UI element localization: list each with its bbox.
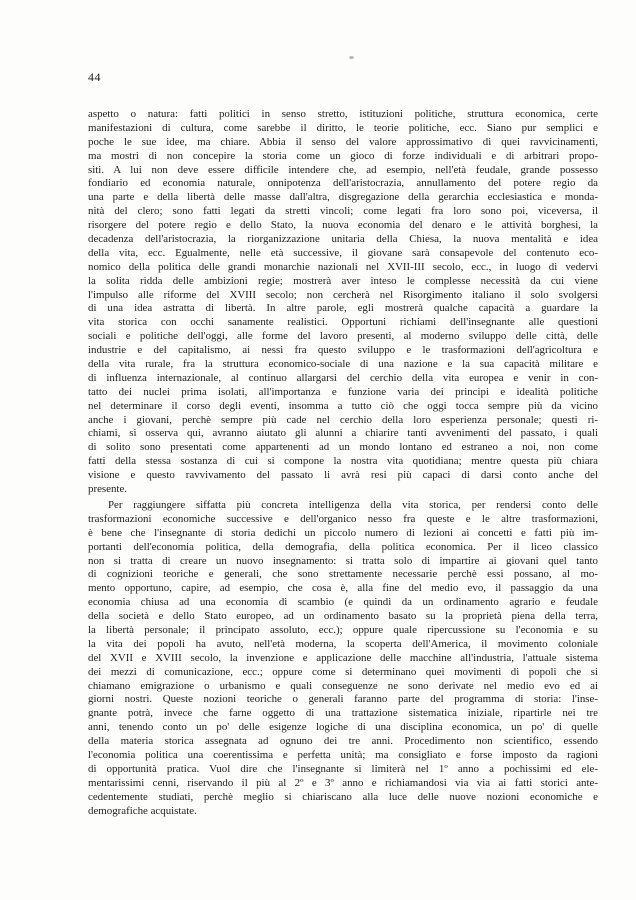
text-line: ma mostri di non concepire la storia come un gioco di forze individuali e di arbitrari propo- bbox=[88, 149, 598, 162]
text-line: nità del clero; sono fatti legati da stretti vincoli; come legati fra loro sono poi, viceversa, il bbox=[88, 205, 598, 218]
text-line: chiamano emigrazione o urbanismo e quali conseguenze ne sono derivate nel medio evo ed ai bbox=[88, 679, 598, 692]
text-line: di opportunità pratica. Vuol dire che l'insegnante si limiterà nel 1º anno a pochissimi ed ele- bbox=[88, 762, 598, 775]
text-line: non si tratta di creare un nuovo insegnamento: si tratta solo di impartire ai giovani quel tanto bbox=[88, 554, 598, 567]
text-line: di una idea astratta di libertà. In altre parole, egli mostrerà qualche capacità a guardare la bbox=[88, 302, 598, 315]
text-line: nomico della politica delle grandi monarchie nazionali nel XVII-III secolo, ecc., in luogo di vedervi bbox=[88, 260, 598, 273]
text-line: giorni nostri. Queste nozioni teoriche o generali faranno parte del programma di storia: l'inse- bbox=[88, 693, 598, 706]
text-line: demografiche acquistate. bbox=[88, 804, 197, 817]
text-line: manifestazioni di cultura, come sarebbe il diritto, le teorie politiche, ecc. Siano pur semplici e bbox=[88, 121, 598, 134]
text-line: di solito sono presentati come appartenenti ad un mondo lontano ed estraneo a noi, non come bbox=[88, 441, 598, 454]
text-line: della vita rurale, fra la struttura economico-sociale di una nazione e la sua capacità militare e bbox=[88, 358, 598, 371]
text-line: mentarissimi cenni, riservando il più al 2º e 3º anno e richiamandosi via via ai fatti storici ante- bbox=[88, 776, 598, 789]
text-line: portanti dell'economia politica, della demografia, della politica economica. Per il liceo classico bbox=[88, 540, 598, 553]
text-line: mento opportuno, capire, ad esempio, che cosa è, alla fine del medio evo, il passaggio da una bbox=[88, 582, 598, 595]
paragraph bbox=[88, 108, 598, 497]
text-line: risorgere del potere regio e dello Stato, la nuova economia del denaro e le attività borghesi, la bbox=[88, 219, 598, 232]
text-line: siti. A lui non deve essere difficile intendere che, ad esempio, nell'età feudale, grande possesso bbox=[88, 163, 598, 176]
text-line: è bene che l'insegnante di storia dedichi un piccolo numero di lezioni ai concetti e fatti più im- bbox=[88, 526, 598, 539]
text-line: fondiario ed economia naturale, onnipotenza dell'aristocrazia, annullamento del potere regio da bbox=[88, 177, 598, 190]
text-line: della società e dello Stato europeo, ad un ordinamento basato su la proprietà piena della terra, bbox=[88, 610, 598, 623]
text-line: aspetto o natura: fatti politici in senso stretto, istituzioni politiche, struttura economica, certe bbox=[88, 108, 598, 120]
text-line: visione e questo ravvivamento del passato li avrà resi più capaci di darsi conto anche del bbox=[88, 469, 598, 482]
text-line: vita storica con occhi sanamente realistici. Opportuni richiami dell'insegnante alle questioni bbox=[88, 316, 598, 329]
text-line: anni, tenendo conto un po' delle esigenze logiche di una disciplina economica, un po' di quelle bbox=[88, 721, 598, 734]
text-line: chiami, si osserva qui, avranno aiutato gli alunni a chiarire tanti avvenimenti del passato, i quali bbox=[88, 427, 598, 440]
text-line: della materia storica assegnata ad ognuno dei tre anni. Procedimento non scientifico, essendo bbox=[88, 735, 598, 748]
text-line: gnante potrà, invece che farne oggetto di una trattazione sistematica iniziale, ripartirle nei tre bbox=[88, 707, 598, 720]
text-line: trasformazioni economiche successive e dell'organico nesso fra queste e le altre trasformazioni, bbox=[88, 512, 598, 525]
text-line: anche i giovani, perchè sempre più cade nel cerchio della loro esperienza personale; questi ri- bbox=[88, 413, 598, 426]
text-line: la solita ridda delle ambizioni regie; mostrerà aver inteso le complesse necessità da cui viene bbox=[88, 274, 598, 287]
text-line: la libertà personale; il principato assoluto, ecc.); oppure quale ripercussione su l'economia e su bbox=[88, 623, 598, 636]
text-line: di influenza internazionale, al continuo allargarsi del cerchio della vita europea e venir in con- bbox=[88, 371, 598, 384]
text-line: l'impulso alle riforme del XVIII secolo; non cercherà nel Risorgimento italiano il solo svolgersi bbox=[88, 288, 598, 301]
text-line: cedentemente studiati, perchè meglio si chiariscano alla luce delle nuove nozioni economiche e bbox=[88, 790, 598, 803]
text-line: l'economia politica una coerentissima e perfetta unità; ma consigliato e forse imposto da ragioni bbox=[88, 748, 598, 761]
text-line: del XVII e XVIII secolo, la invenzione e applicazione delle macchine all'industria, l'attuale sistema bbox=[88, 651, 598, 664]
print-speck bbox=[349, 56, 354, 59]
text-line: presente. bbox=[88, 483, 128, 496]
text-line: Per raggiungere siffatta più concreta intelligenza della vita storica, per rendersi conto delle bbox=[108, 498, 598, 511]
text-line: di cognizioni teoriche e generali, che sono strettamente necessarie perchè essi possano, al mo- bbox=[88, 568, 598, 581]
text-line: nel determinare il corso degli eventi, insomma a tutto ciò che oggi tocca sempre più da vicino bbox=[88, 399, 598, 412]
page-number: 44 bbox=[88, 70, 101, 84]
text-line: fatti della stessa sostanza di cui si compone la nostra vita quotidiana; mentre questa più chiara bbox=[88, 455, 598, 468]
text-line: sociali e politiche dell'oggi, alle forme del lavoro presenti, al moderno sviluppo delle città, delle bbox=[88, 330, 598, 343]
text-line: decadenza dell'aristocrazia, la riorganizzazione unitaria della Chiesa, la nuova mentalità e idea bbox=[88, 233, 598, 246]
text-line: tatto dei nuclei prima isolati, all'importanza e funzione varia dei principi e idealità politiche bbox=[88, 385, 598, 398]
text-line: la vita dei popoli ha avuto, nell'età moderna, la scoperta dell'America, il movimento coloniale bbox=[88, 637, 598, 650]
text-line: poche le sue idee, ma chiare. Abbia il senso del valore approssimativo di quei ravvicinamenti, bbox=[88, 135, 598, 148]
text-line: economia chiusa ad una economia di scambio (e quindi da un ordinamento agrario e feudale bbox=[88, 596, 598, 609]
body-text bbox=[88, 108, 598, 818]
text-line: dei mezzi di comunicazione, ecc.; oppure come si determinano quei movimenti di popoli che si bbox=[88, 665, 598, 678]
text-line: una parte e della libertà delle masse dall'altra, disgregazione della gerarchia ecclesiastica e monda- bbox=[88, 191, 598, 204]
paragraph bbox=[88, 499, 598, 818]
text-line: industrie e del capitalismo, ai nessi fra questo sviluppo e le trasformazioni dell'agricoltura e bbox=[88, 344, 598, 357]
text-line: della vita, ecc. Egualmente, nelle età successive, il giovane sarà consapevole del contenuto eco- bbox=[88, 246, 598, 259]
